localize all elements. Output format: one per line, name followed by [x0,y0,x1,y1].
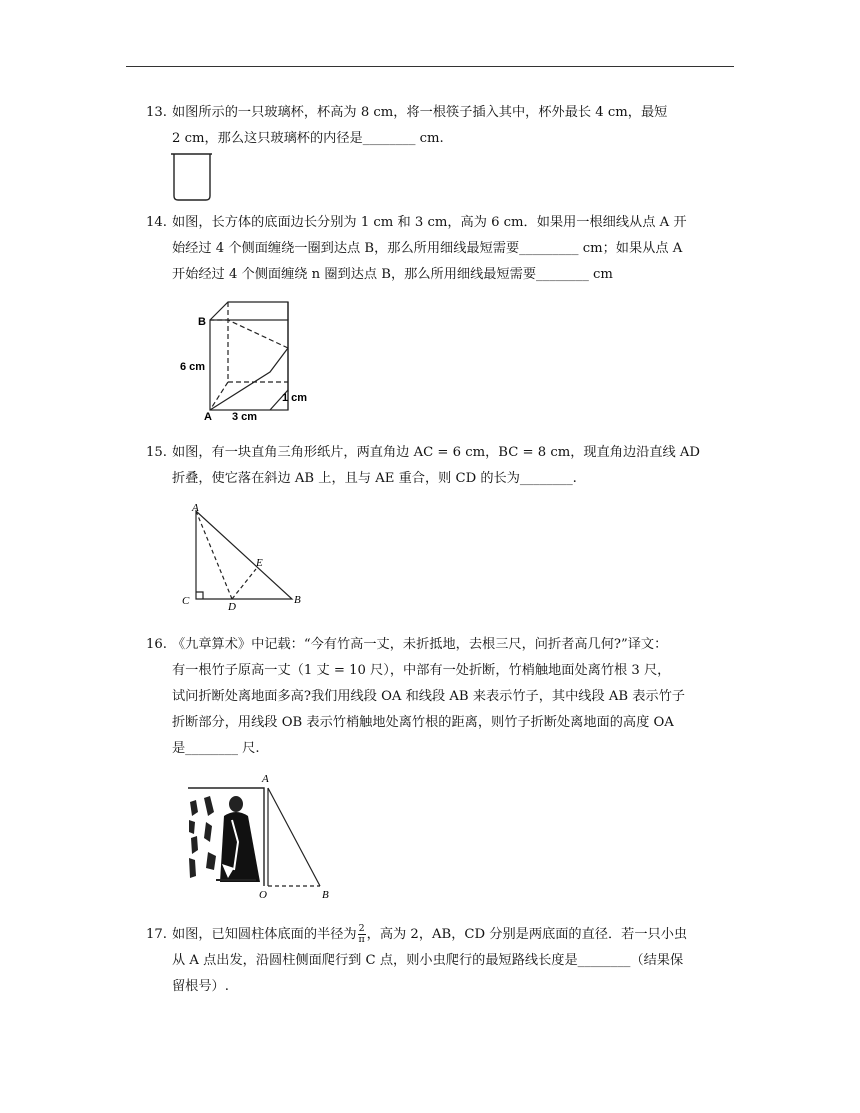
label-D: D [228,601,236,613]
right-triangle-figure [178,503,318,613]
text-segment: ，高为 2，AB，CD 分别是两底面的直径．若一只小虫 [366,927,688,942]
question-number: 17. [146,927,167,942]
question-16 [146,632,736,762]
question-14 [146,210,736,288]
segment-DE [232,569,256,599]
question-text-line: 留根号）. [172,979,229,994]
question-number: 16. [146,637,167,652]
question-number: 15. [146,445,167,460]
question-text-line [172,922,736,948]
question-13 [146,100,736,152]
cuboid-hidden-edges [228,302,288,382]
triangle-ACB [196,511,292,599]
label-E: E [256,557,263,569]
question-15 [146,440,736,492]
question-text-line: 始经过 4 个侧面缠绕一圈到达点 B，那么所用细线最短需要_________ cm；如果从点 A [172,241,683,256]
question-text-line: 2 cm，那么这只玻璃杯的内径是________ cm. [172,131,444,146]
glass-cup-figure [168,150,216,204]
question-text-line: 折断部分，用线段 OB 表示竹梢触地处离竹根的距离，则竹子折断处离地面的高度 OA [172,715,674,730]
label-A: A [204,411,212,423]
question-text-line: 开始经过 4 个侧面缠绕 n 圈到达点 B，那么所用细线最短需要________ cm [172,267,613,282]
scholar-illustration [188,788,264,886]
label-depth: 1 cm [282,392,308,404]
label-B: B [198,316,206,328]
question-text-line: 如图，长方体的底面边长分别为 1 cm 和 3 cm，高为 6 cm．如果用一根细线从点 A 开 [172,215,687,230]
string-path-hidden [210,320,288,348]
label-A: A [262,773,269,785]
label-A: A [192,503,199,514]
cup-body [174,154,210,200]
label-width: 3 cm [232,411,258,423]
question-text-line: 试问折断处离地面多高?我们用线段 OA 和线段 AB 来表示竹子，其中线段 AB 表示竹子 [172,689,685,704]
string-path-solid [210,348,288,410]
question-text-line: 从 A 点出发，沿圆柱侧面爬行到 C 点，则小虫爬行的最短路线长度是________（结果保 [172,953,684,968]
header-rule [126,66,734,67]
cuboid-top-edge [210,302,288,320]
fraction-denominator: π [358,934,365,945]
question-text-line: 有一根竹子原高一丈（1 丈 = 10 尺），中部有一处折断，竹梢触地面处离竹根 3 尺， [172,663,671,678]
segment-AB [268,788,320,886]
fold-line-AD [196,511,232,599]
question-text-line: 《九章算术》中记载：“今有竹高一丈，未折抵地，去根三尺，问折者高几何?”译文： [172,637,668,652]
text-segment: 如图，已知圆柱体底面的半径为 [172,927,357,942]
cuboid-front-face [210,320,288,410]
label-height: 6 cm [180,361,206,373]
question-number: 13. [146,105,167,120]
label-O: O [259,889,267,900]
question-text-line: 折叠，使它落在斜边 AB 上，且与 AE 重合，则 CD 的长为________. [172,471,577,486]
question-text-line: 是________ 尺. [172,741,260,756]
question-number: 14. [146,215,167,230]
question-text-line: 如图所示的一只玻璃杯，杯高为 8 cm，将一根筷子插入其中，杯外最长 4 cm，最短 [172,105,668,120]
label-B: B [294,594,301,606]
right-angle-mark [196,592,203,599]
label-B: B [322,889,329,900]
fraction-2-over-pi [358,924,366,945]
question-17 [146,922,736,1000]
cuboid-figure [178,300,318,425]
label-C: C [182,595,190,607]
fraction-numerator: 2 [358,923,365,934]
bamboo-figure [186,772,336,900]
question-text-line: 如图，有一块直角三角形纸片，两直角边 AC = 6 cm，BC = 8 cm，现直角边沿直线 AD [172,445,700,460]
